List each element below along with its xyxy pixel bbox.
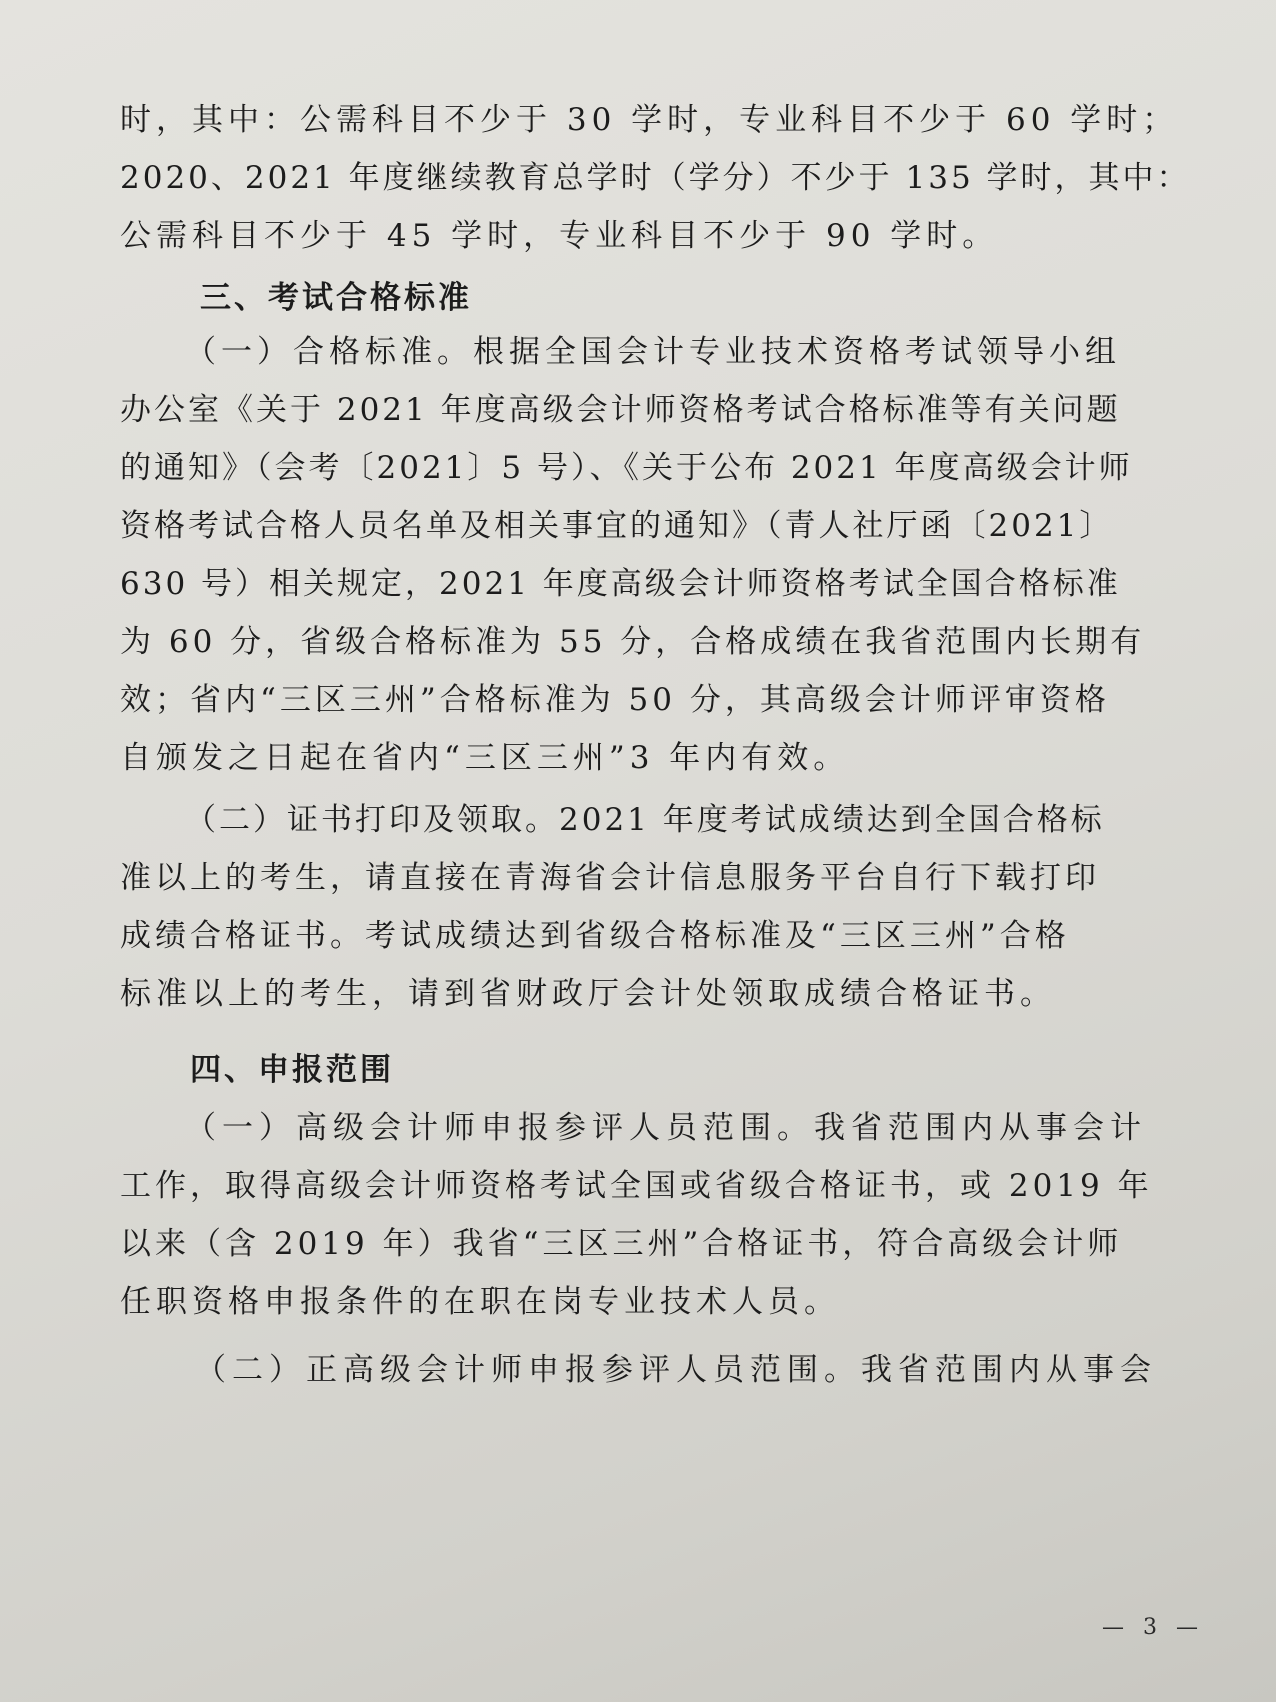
body-line: 效；省内“三区三州”合格标准为 50 分，其高级会计师评审资格	[120, 682, 1110, 718]
body-line: （二）证书打印及领取。2021 年度考试成绩达到全国合格标	[185, 802, 1105, 838]
body-line: 准以上的考生，请直接在青海省会计信息服务平台自行下载打印	[120, 860, 1100, 896]
body-line: 办公室《关于 2021 年度高级会计师资格考试合格标准等有关问题	[120, 392, 1121, 428]
body-line: 为 60 分，省级合格标准为 55 分，合格成绩在我省范围内长期有	[120, 624, 1146, 660]
body-line: 资格考试合格人员名单及相关事宜的通知》（青人社厅函〔2021〕	[120, 508, 1114, 544]
page-number: — 3 —	[1102, 1615, 1204, 1640]
body-line: 成绩合格证书。考试成绩达到省级合格标准及“三区三州”合格	[120, 918, 1070, 954]
body-line: 自颁发之日起在省内“三区三州”3 年内有效。	[120, 740, 850, 776]
body-line: （一）合格标准。根据全国会计专业技术资格考试领导小组	[185, 334, 1121, 370]
body-line: 工作，取得高级会计师资格考试全国或省级合格证书，或 2019 年	[120, 1168, 1153, 1204]
body-line: 公需科目不少于 45 学时，专业科目不少于 90 学时。	[120, 218, 999, 254]
section-heading-4: 四、申报范围	[190, 1052, 394, 1088]
body-line: 以来（含 2019 年）我省“三区三州”合格证书，符合高级会计师	[120, 1226, 1123, 1262]
body-line: 630 号）相关规定，2021 年度高级会计师资格考试全国合格标准	[120, 566, 1121, 602]
body-line: 的通知》（会考〔2021〕5 号）、《关于公布 2021 年度高级会计师	[120, 450, 1133, 486]
body-line: 任职资格申报条件的在职在岗专业技术人员。	[120, 1284, 840, 1320]
body-line: （二）正高级会计师申报参评人员范围。我省范围内从事会	[195, 1352, 1157, 1388]
section-heading-3: 三、考试合格标准	[200, 280, 472, 316]
body-line: 时，其中：公需科目不少于 30 学时，专业科目不少于 60 学时；	[120, 102, 1179, 138]
body-line: 2020、2021 年度继续教育总学时（学分）不少于 135 学时，其中：	[120, 160, 1191, 196]
body-line: （一）高级会计师申报参评人员范围。我省范围内从事会计	[185, 1110, 1147, 1146]
body-line: 标准以上的考生，请到省财政厅会计处领取成绩合格证书。	[120, 976, 1056, 1012]
